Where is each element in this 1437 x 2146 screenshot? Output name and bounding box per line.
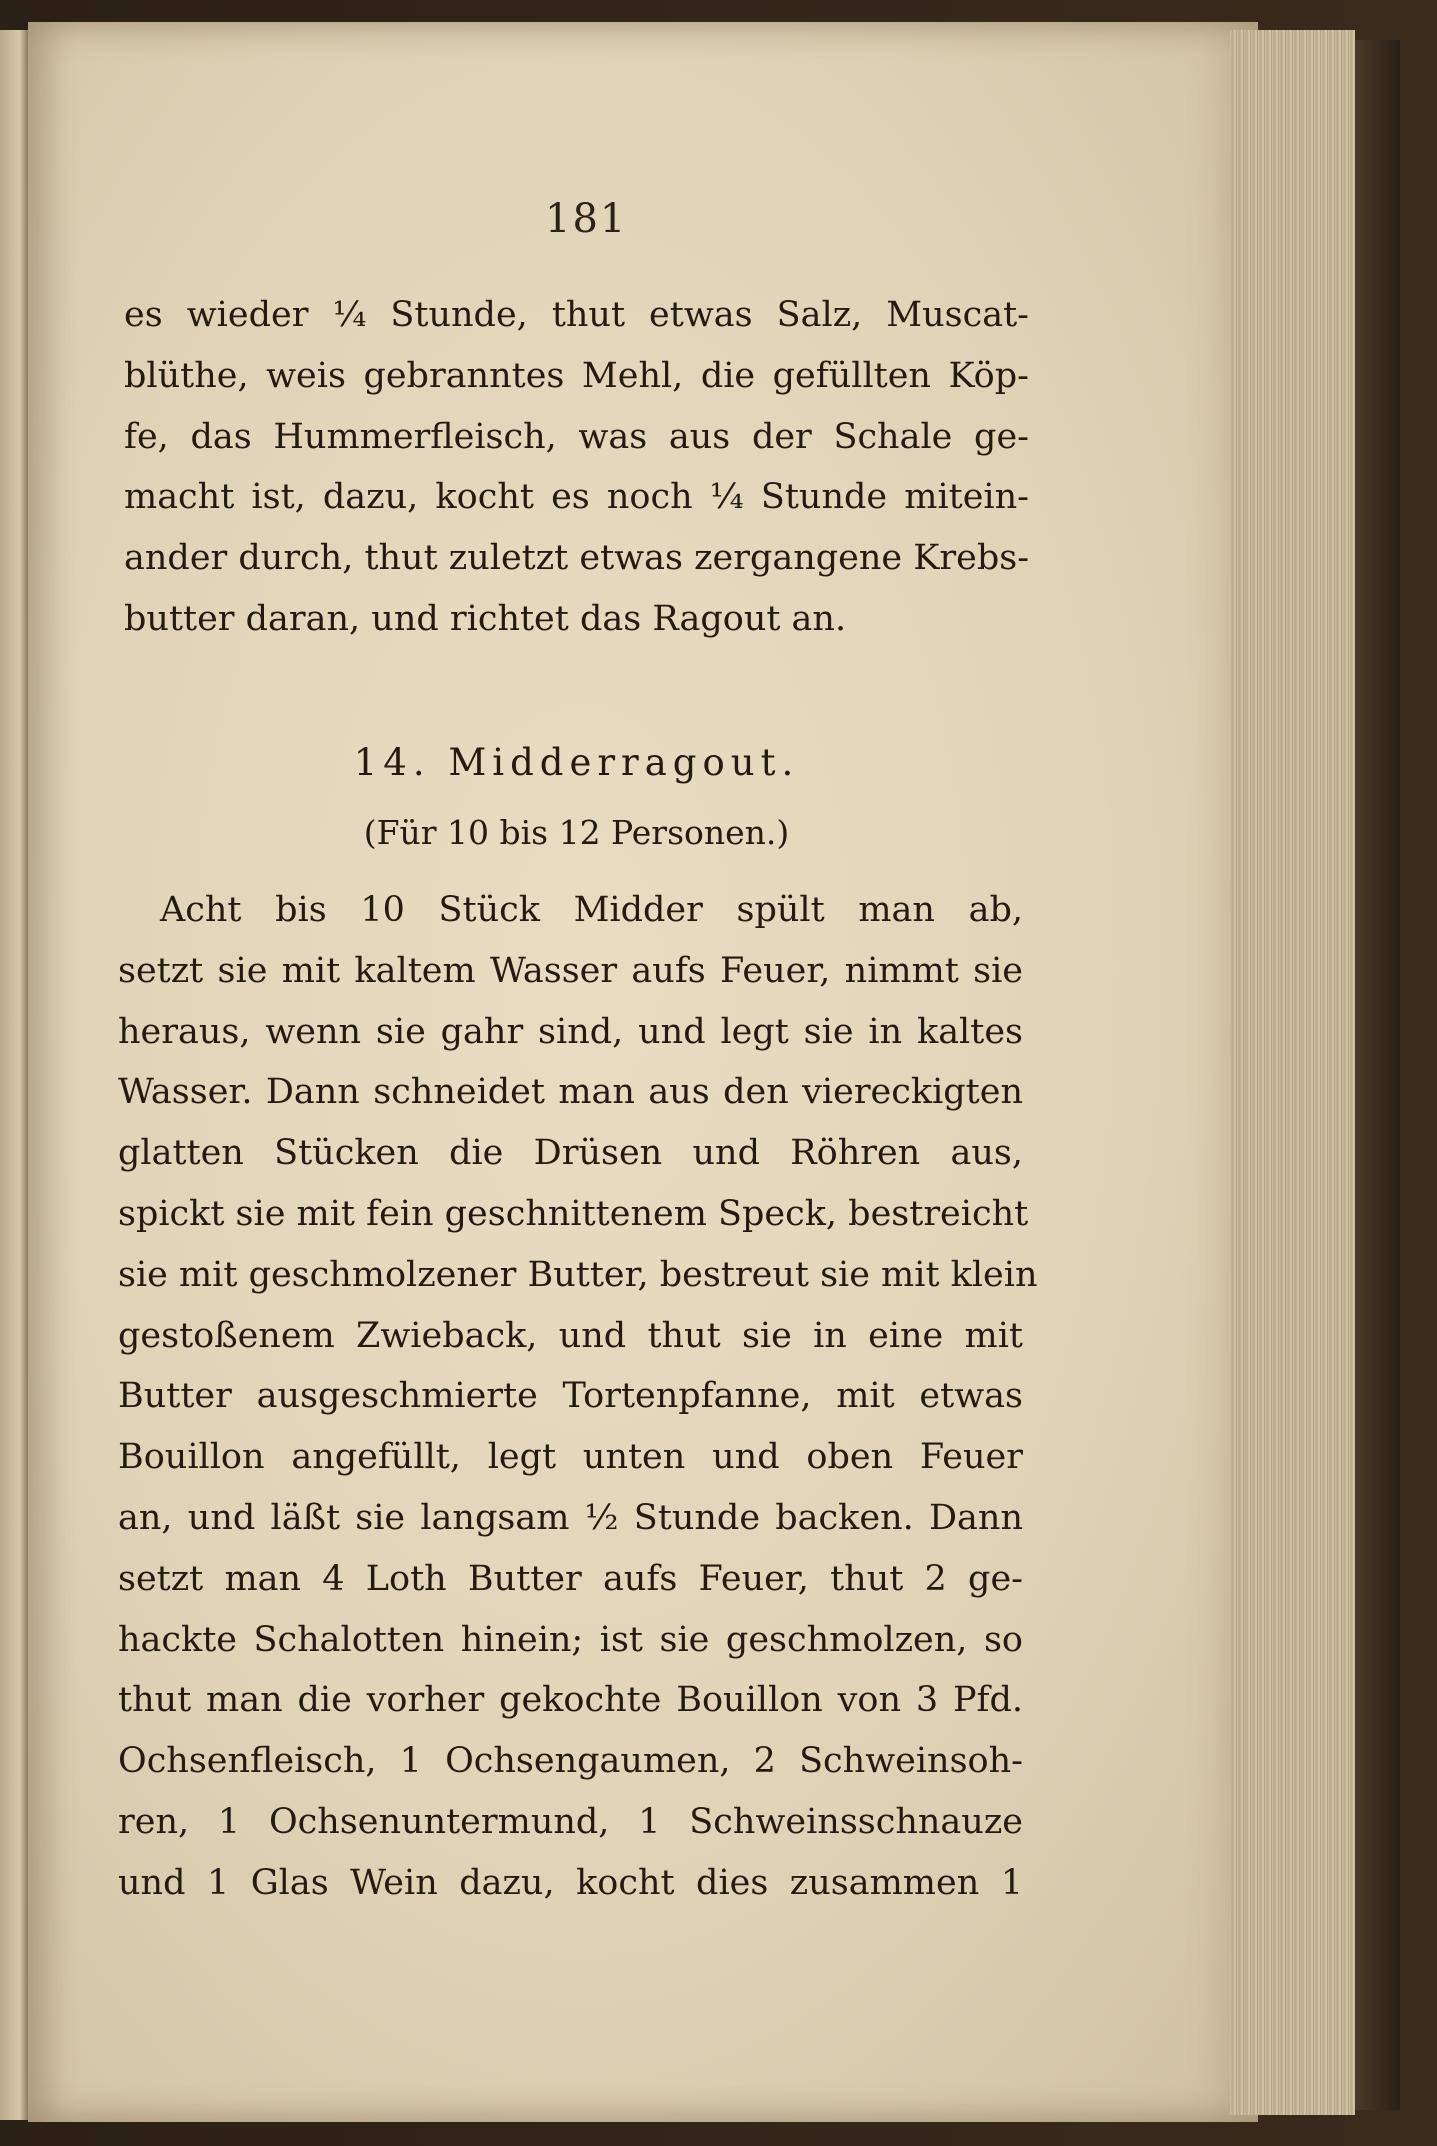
text-line: blüthe, weis gebranntes Mehl, die gefüllten Köp- — [124, 355, 1029, 396]
text-line: sie mit geschmolzener Butter, bestreut sie mit klein — [118, 1254, 1038, 1295]
facing-page-edge — [0, 30, 28, 2120]
text-line: Butter ausgeschmierte Tortenpfanne, mit etwas — [118, 1376, 1023, 1417]
text-line: setzt man 4 Loth Butter aufs Feuer, thut 2 ge- — [118, 1558, 1023, 1599]
text-line: hackte Schalotten hinein; ist sie geschmolzen, so — [118, 1619, 1023, 1660]
text-line: Acht bis 10 Stück Midder spült man ab, — [160, 890, 1023, 930]
recipe-paragraph — [118, 880, 1038, 1914]
text-line: Wasser. Dann schneidet man aus den viereckigten — [118, 1072, 1023, 1113]
text-line: fe, das Hummerfleisch, was aus der Schale ge- — [124, 416, 1029, 457]
text-line: macht ist, dazu, kocht es noch ¼ Stunde mitein- — [124, 477, 1029, 518]
page-number: 181 — [545, 196, 628, 242]
text-line: Ochsenfleisch, 1 Ochsengaumen, 2 Schweinsoh- — [118, 1741, 1023, 1782]
text-line: setzt sie mit kaltem Wasser aufs Feuer, nimmt sie — [118, 950, 1023, 991]
text-line: ander durch, thut zuletzt etwas zergangene Krebs- — [124, 538, 1030, 579]
book-cover-edge — [1355, 40, 1400, 2110]
recipe-servings: (Für 10 bis 12 Personen.) — [363, 813, 790, 852]
text-line: gestoßenem Zwieback, und thut sie in eine mit — [118, 1315, 1023, 1356]
text-line: spickt sie mit fein geschnittenem Speck, bestreicht — [118, 1193, 1029, 1234]
text-line: ren, 1 Ochsenuntermund, 1 Schweinsschnauze — [118, 1801, 1023, 1842]
text-line: glatten Stücken die Drüsen und Röhren aus, — [118, 1133, 1023, 1174]
page-edges — [1230, 30, 1355, 2115]
text-line: es wieder ¼ Stunde, thut etwas Salz, Muscat- — [124, 295, 1029, 335]
recipe-heading: 14. Midderragout. — [353, 741, 800, 784]
text-line: Bouillon angefüllt, legt unten und oben Feuer — [118, 1437, 1023, 1478]
continuation-paragraph — [124, 285, 1029, 650]
text-line: heraus, wenn sie gahr sind, und legt sie in kaltes — [118, 1011, 1023, 1052]
text-line: butter daran, und richtet das Ragout an. — [124, 598, 847, 639]
text-line: und 1 Glas Wein dazu, kocht dies zusammen 1 — [118, 1862, 1023, 1903]
text-line: thut man die vorher gekochte Bouillon von 3 Pfd. — [118, 1680, 1023, 1721]
text-line: an, und läßt sie langsam ½ Stunde backen. Dann — [118, 1497, 1023, 1538]
